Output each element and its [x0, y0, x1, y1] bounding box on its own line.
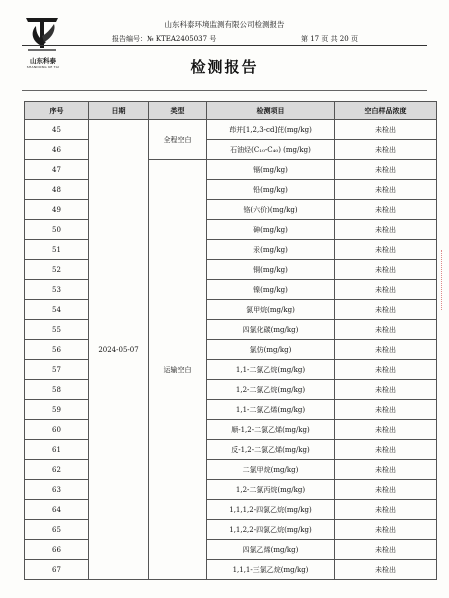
blank-concentration: 未检出: [335, 260, 437, 280]
test-item: 铬(六价)(mg/kg): [207, 200, 335, 220]
test-item: 砷(mg/kg): [207, 220, 335, 240]
blank-concentration: 未检出: [335, 120, 437, 140]
test-item: 1,1-二氯乙烯(mg/kg): [207, 400, 335, 420]
test-item: 汞(mg/kg): [207, 240, 335, 260]
row-number: 60: [25, 420, 89, 440]
table-row: [25, 500, 437, 520]
test-item: 四氯化碳(mg/kg): [207, 320, 335, 340]
row-number: 45: [25, 120, 89, 140]
table-row: [25, 540, 437, 560]
col-header-date: 日期: [89, 102, 149, 120]
blank-concentration: 未检出: [335, 300, 437, 320]
row-number: 57: [25, 360, 89, 380]
test-item: 1,1,1-三氯乙烷(mg/kg): [207, 560, 335, 580]
row-number: 49: [25, 200, 89, 220]
logo-name-en: SHANDONG KE TAI: [26, 65, 60, 69]
table-row: [25, 260, 437, 280]
test-item: 1,1,1,2-四氯乙烷(mg/kg): [207, 500, 335, 520]
test-item: 铅(mg/kg): [207, 180, 335, 200]
blank-concentration: 未检出: [335, 140, 437, 160]
col-header-type: 类型: [149, 102, 207, 120]
test-item: 镉(mg/kg): [207, 160, 335, 180]
table-row: [25, 480, 437, 500]
row-number: 51: [25, 240, 89, 260]
table-row: [25, 360, 437, 380]
table-header-row: [25, 102, 437, 120]
table-row: [25, 200, 437, 220]
type-cell-full-blank: 全程空白: [149, 120, 207, 160]
row-number: 50: [25, 220, 89, 240]
table-row: [25, 420, 437, 440]
row-number: 48: [25, 180, 89, 200]
row-number: 46: [25, 140, 89, 160]
blank-concentration: 未检出: [335, 480, 437, 500]
row-number: 47: [25, 160, 89, 180]
report-title: 检测报告: [190, 58, 259, 76]
table-row: [25, 300, 437, 320]
blank-concentration: 未检出: [335, 220, 437, 240]
test-item: 铜(mg/kg): [207, 260, 335, 280]
blank-concentration: 未检出: [335, 420, 437, 440]
test-item: 四氯乙烯(mg/kg): [207, 540, 335, 560]
row-number: 52: [25, 260, 89, 280]
company-name: 山东科泰环境监测有限公司检测报告: [164, 20, 285, 29]
blank-concentration: 未检出: [335, 360, 437, 380]
row-number: 59: [25, 400, 89, 420]
table-row: [25, 340, 437, 360]
col-header-value: 空白样品浓度: [335, 102, 437, 120]
row-number: 58: [25, 380, 89, 400]
page-indicator: 第 17 页 共 20 页: [301, 35, 358, 43]
report-number: 报告编号：№ KTEA2405037 号: [112, 35, 217, 43]
table-row: [25, 120, 437, 140]
test-item: 镍(mg/kg): [207, 280, 335, 300]
row-number: 53: [25, 280, 89, 300]
table-row: [25, 140, 437, 160]
logo-name-cn: 山东科泰: [30, 57, 56, 65]
row-number: 65: [25, 520, 89, 540]
blank-concentration: 未检出: [335, 280, 437, 300]
test-item: 茚并[1,2,3-cd]芘(mg/kg): [207, 120, 335, 140]
row-number: 64: [25, 500, 89, 520]
col-header-no: 序号: [25, 102, 89, 120]
test-item: 二氯甲烷(mg/kg): [207, 460, 335, 480]
table-row: [25, 520, 437, 540]
col-header-item: 检测项目: [207, 102, 335, 120]
table-row: [25, 440, 437, 460]
table-row: [25, 560, 437, 580]
table-row: [25, 280, 437, 300]
table-row: [25, 220, 437, 240]
blank-concentration: 未检出: [335, 240, 437, 260]
table-row: [25, 180, 437, 200]
table-row: [25, 240, 437, 260]
blank-concentration: 未检出: [335, 380, 437, 400]
table-row: [25, 400, 437, 420]
blank-concentration: 未检出: [335, 200, 437, 220]
blank-concentration: 未检出: [335, 340, 437, 360]
row-number: 66: [25, 540, 89, 560]
row-number: 63: [25, 480, 89, 500]
blank-concentration: 未检出: [335, 540, 437, 560]
row-number: 54: [25, 300, 89, 320]
test-item: 氯甲烷(mg/kg): [207, 300, 335, 320]
test-item: 石油烃(C₁₀-C₄₀) (mg/kg): [207, 140, 335, 160]
test-item: 1,2-二氯丙烷(mg/kg): [207, 480, 335, 500]
row-number: 56: [25, 340, 89, 360]
blank-concentration: 未检出: [335, 180, 437, 200]
blank-concentration: 未检出: [335, 160, 437, 180]
date-cell: 2024-05-07: [89, 120, 149, 580]
row-number: 55: [25, 320, 89, 340]
blank-concentration: 未检出: [335, 500, 437, 520]
blank-concentration: 未检出: [335, 440, 437, 460]
title-divider: [22, 90, 427, 91]
results-table: [24, 101, 437, 580]
table-row: [25, 320, 437, 340]
test-item: 氯仿(mg/kg): [207, 340, 335, 360]
table-row: [25, 160, 437, 180]
side-seal-mark: [441, 250, 445, 310]
test-item: 1,1,2,2-四氯乙烷(mg/kg): [207, 520, 335, 540]
row-number: 67: [25, 560, 89, 580]
test-item: 反-1,2-二氯乙烯(mg/kg): [207, 440, 335, 460]
blank-concentration: 未检出: [335, 560, 437, 580]
blank-concentration: 未检出: [335, 400, 437, 420]
blank-concentration: 未检出: [335, 520, 437, 540]
row-number: 62: [25, 460, 89, 480]
table-row: [25, 380, 437, 400]
test-item: 1,1-二氯乙烷(mg/kg): [207, 360, 335, 380]
test-item: 顺-1,2-二氯乙烯(mg/kg): [207, 420, 335, 440]
blank-concentration: 未检出: [335, 460, 437, 480]
header-divider: [22, 45, 427, 46]
row-number: 61: [25, 440, 89, 460]
test-item: 1,2-二氯乙烷(mg/kg): [207, 380, 335, 400]
blank-concentration: 未检出: [335, 320, 437, 340]
type-cell-transport-blank: 运输空白: [149, 160, 207, 580]
table-row: [25, 460, 437, 480]
